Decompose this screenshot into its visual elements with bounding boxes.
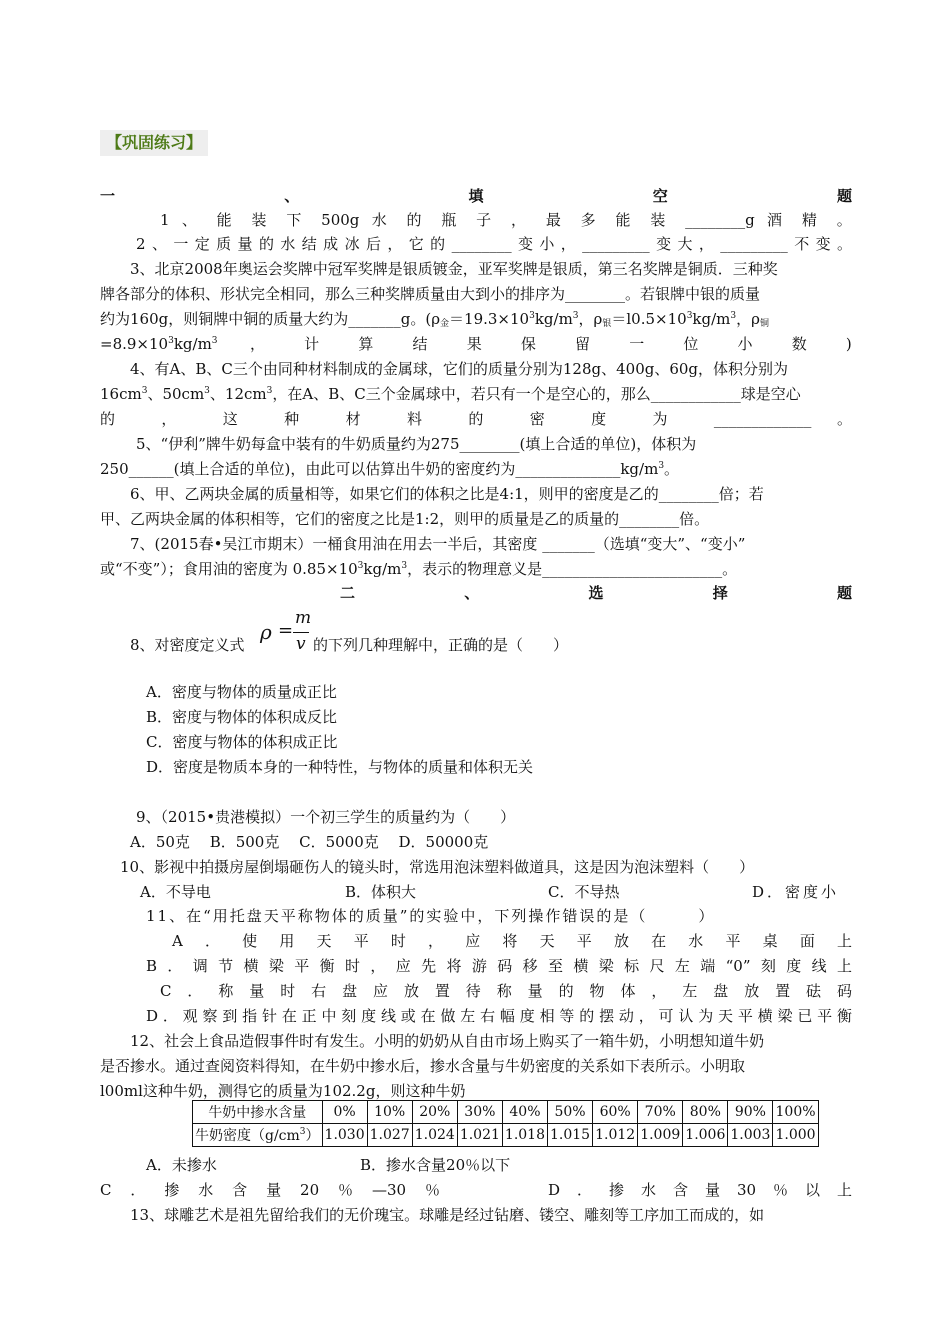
heading-char: 题 bbox=[836, 584, 852, 602]
table-cell: 1.006 bbox=[683, 1124, 728, 1147]
heading-char: 题 bbox=[836, 187, 852, 205]
question-word: 算 bbox=[358, 335, 391, 353]
question-12-line-3: l00ml这种牛奶，测得它的质量为102.2g，则这种牛奶 bbox=[100, 1082, 466, 1100]
table-cell: 90% bbox=[728, 1101, 773, 1124]
question-5-line-2: 250______(填上合适的单位)，由此可以估算出牛奶的密度约为$\_\_\_\_\_\_\_\_\_\_\_\_\_\_kg/m^3$。 bbox=[100, 460, 680, 478]
table-cell: 1.018 bbox=[502, 1124, 547, 1147]
table-cell: 30% bbox=[457, 1101, 502, 1124]
section-heading-choice bbox=[340, 582, 852, 604]
question-word: 料 bbox=[406, 410, 443, 428]
question-7-line-2: 或“不变”）；食用油的密度为 $0.85\times 10^3kg/m^3$，表示的物理意义是________________________。 bbox=[100, 560, 738, 578]
question-8-post: 的下列几种理解中，正确的是（ ） bbox=[313, 636, 569, 654]
question-11-option-b: B．调节横梁平衡时，应先将游码移至横梁标尺左端“0”刻度线上 bbox=[146, 957, 852, 975]
question-word: 留 bbox=[575, 335, 608, 353]
question-7-line-1: 7、(2015春•吴江市期末）一桶食用油在用去一半后，其密度 _______（选填“变大”、“变小” bbox=[130, 535, 746, 553]
question-3-line-1: 3、北京2008年奥运会奖牌中冠军奖牌是银质镀金，亚军奖牌是银质，第三名奖牌是铜质．三种奖 bbox=[130, 260, 778, 278]
table-header-cell: 牛奶密度$(g/cm^3)$ bbox=[193, 1124, 323, 1147]
question-word: 装 bbox=[650, 211, 673, 229]
question-word: ， bbox=[250, 335, 283, 353]
question-10: 10、影视中拍摄房屋倒塌砸伤人的镜头时，常选用泡沫塑料做道具，这是因为泡沫塑料（ ） bbox=[120, 858, 755, 876]
question-word: 的 bbox=[468, 410, 505, 428]
table-cell: 10% bbox=[367, 1101, 412, 1124]
question-12-line-1: 12、社会上食品造假事件时有发生。小明的奶奶从自由市场上购买了一箱牛奶，小明想知道牛奶 bbox=[130, 1032, 765, 1050]
question-12-option-b: B．掺水含量20％以下 bbox=[360, 1156, 511, 1174]
question-word: 计 bbox=[304, 335, 337, 353]
question-word: 、 bbox=[181, 211, 205, 229]
table-cell: 100% bbox=[773, 1101, 818, 1124]
question-8-pre: 8、对密度定义式 bbox=[130, 636, 245, 654]
question-13-line-1: 13、球雕艺术是祖先留给我们的无价瑰宝。球雕是经过钻磨、镂空、雕刻等工序加工而成的，如 bbox=[130, 1206, 765, 1224]
table-cell: 1.012 bbox=[593, 1124, 638, 1147]
table-cell: 0% bbox=[322, 1101, 367, 1124]
table-cell: 70% bbox=[638, 1101, 683, 1124]
section-badge: 【巩固练习】 bbox=[100, 130, 208, 156]
table-cell: 40% bbox=[502, 1101, 547, 1124]
question-word: 精 bbox=[801, 211, 825, 229]
heading-char: 择 bbox=[712, 584, 780, 602]
milk-density-table bbox=[192, 1100, 819, 1147]
question-9: 9、（2015•贵港模拟）一个初三学生的质量约为（ ） bbox=[136, 808, 516, 826]
question-word: 1 bbox=[160, 211, 170, 229]
question-word: 小 bbox=[737, 335, 770, 353]
question-3-line-2: 牌各部分的体积、形状完全相同，那么三种奖牌质量由大到小的排序为________。若银牌中银的质量 bbox=[100, 285, 761, 303]
table-row bbox=[193, 1124, 819, 1147]
question-word: 水 bbox=[371, 211, 395, 229]
question-word: 密 bbox=[529, 410, 566, 428]
question-12-line-2: 是否掺水。通过查阅资料得知，在牛奶中掺水后，掺水含量与牛奶密度的关系如下表所示。小明取 bbox=[100, 1057, 746, 1075]
question-word: ， bbox=[161, 410, 198, 428]
table-cell: 60% bbox=[593, 1101, 638, 1124]
question-4-line-3 bbox=[100, 408, 852, 430]
question-4-line-1: 4、有A、B、C三个由同种材料制成的金属球，它们的质量分别为128g、400g、60g，体积分别为 bbox=[130, 360, 789, 378]
question-12-option-a: A．未掺水 bbox=[146, 1156, 217, 1174]
question-word: 一 bbox=[629, 335, 662, 353]
question-6-line-1: 6、甲、乙两块金属的质量相等，如果它们的体积之比是4:1，则甲的密度是乙的________倍；若 bbox=[130, 485, 764, 503]
heading-char: 空 bbox=[652, 187, 750, 205]
question-word: 能 bbox=[216, 211, 240, 229]
question-word: 种 bbox=[284, 410, 320, 428]
question-word: ________g bbox=[685, 211, 755, 229]
question-word: 酒 bbox=[767, 211, 790, 229]
question-word: 。 bbox=[836, 410, 852, 428]
question-word: 多 bbox=[580, 211, 604, 229]
table-row bbox=[193, 1101, 819, 1124]
question-8-option-c: C．密度与物体的体积成正比 bbox=[146, 733, 338, 751]
table-cell: 1.021 bbox=[457, 1124, 502, 1147]
heading-char: 二 bbox=[340, 584, 407, 602]
table-cell: 50% bbox=[548, 1101, 593, 1124]
question-11-option-c: C．称量时右盘应放置待称量的物体，左盘放置砝码 bbox=[160, 982, 852, 1000]
table-cell: 1.000 bbox=[773, 1124, 818, 1147]
question-word: 的 bbox=[406, 211, 430, 229]
question-word: 位 bbox=[683, 335, 716, 353]
table-cell: 1.009 bbox=[638, 1124, 683, 1147]
question-word: 瓶 bbox=[441, 211, 464, 229]
question-12-option-c: C．掺水含量20％—30％ bbox=[100, 1181, 440, 1199]
question-word: 为 bbox=[652, 410, 689, 428]
question-6-line-2: 甲、乙两块金属的体积相等，它们的密度之比是1:2，则甲的质量是乙的质量的________倍。 bbox=[100, 510, 710, 528]
density-formula: ρ = m v bbox=[260, 608, 312, 654]
heading-char: 、 bbox=[464, 584, 532, 602]
table-cell: 1.024 bbox=[412, 1124, 457, 1147]
heading-char: 选 bbox=[588, 584, 656, 602]
table-header-cell: 牛奶中掺水含量 bbox=[193, 1101, 323, 1124]
question-8-option-d: D．密度是物质本身的一种特性，与物体的质量和体积无关 bbox=[146, 758, 534, 776]
question-11-option-a: A．使用天平时，应将天平放在水平桌面上 bbox=[172, 932, 852, 950]
question-word: 子 bbox=[476, 211, 499, 229]
table-cell: 1.030 bbox=[322, 1124, 367, 1147]
table-cell: 20% bbox=[412, 1101, 457, 1124]
heading-char: 填 bbox=[468, 187, 566, 205]
question-word: 最 bbox=[545, 211, 569, 229]
question-word: 500g bbox=[321, 211, 360, 229]
question-12-option-d: D．掺水含量30％以上 bbox=[548, 1181, 852, 1199]
heading-char: 一 bbox=[100, 187, 197, 205]
question-3-line-3: 约为160g，则铜牌中铜的质量大约为_______g。($\rho_金=19.3\times 10^3kg/m^3$，$\rho_银=l0.5\times 10^3kg/m^3$，$\rho_铜$ bbox=[100, 310, 769, 329]
question-9-options: A．50克 B．500克 C．5000克 D．50000克 bbox=[130, 833, 489, 851]
table-cell: 1.003 bbox=[728, 1124, 773, 1147]
table-cell: 1.027 bbox=[367, 1124, 412, 1147]
question-word: ) bbox=[845, 335, 852, 353]
question-word: 果 bbox=[466, 335, 499, 353]
question-11-option-d: D．观察到指针在正中刻度线或在做左右幅度相等的摆动，可认为天平横梁已平衡 bbox=[146, 1007, 852, 1025]
question-word: 。 bbox=[836, 211, 852, 229]
question-word: 数 bbox=[791, 335, 824, 353]
question-2: 2、一定质量的水结成冰后，它的________变小，_________变大，_________不变。 bbox=[136, 235, 852, 253]
question-word: 这 bbox=[222, 410, 259, 428]
question-5-line-1: 5、“伊利”牌牛奶每盒中装有的牛奶质量约为275________(填上合适的单位)，体积为 bbox=[136, 435, 697, 453]
worksheet-page: 【巩固练习】 一 、 填 空 题 1 、 能 装 下 500g 水 的 瓶 子 ， 最 多 能 装 ________g 酒 精 。 2、一定质量的水结成冰后，它的________变小，_________变大，_________不变。 3、北京2008年奥运会奖牌中冠军奖牌是银质镀金，亚军奖牌是银质，第三名奖牌是铜质．三种奖 牌各部分的体积、形状完全相同，那么三种奖牌质量由大到小的排序为________。若银牌中银的质量 约为160g，则铜牌中铜的质量大约为_______g。($\rho_金=19.3\times 10^3kg/m^3$，$\rho_银=l0.5\times 10^3kg/m^3$，$\rho_铜$ $=8.9\times 10^3kg/m^3$ ， 计 算 结 果 保 留 一 位 小 数 ) 4、有A、B、C三个由同种材料制成的金属球，它们的质量分别为128g、400g、60g，体积分别为 $16cm^3$、$50cm^3$、$12cm^3$，在A、B、C三个金属球中，若只有一个是空心的，那么____________球是空心 的 ， 这 种 材 料 的 密 度 为 _____________ 。 5、“伊利”牌牛奶每盒中装有的牛奶质量约为275________(填上合适的单位)，体积为 250______(填上合适的单位)，由此可以估算出牛奶的密度约为$\_\_\_\_\_\_\_\_\_\_\_\_\_\_kg/m^3$。 6、甲、乙两块金属的质量相等，如果它们的体积之比是4:1，则甲的密度是乙的________倍；若 甲、乙两块金属的体积相等，它们的密度之比是1:2，则甲的质量是乙的质量的________倍。 7、(2015春•吴江市期末）一桶食用油在用去一半后，其密度 _______（选填“变大”、“变小” 或“不变”）；食用油的密度为 $0.85\times 10^3kg/m^3$，表示的物理意义是________________________。 二 、 选 择 题 ρ = m v 8、对密度定义式 的下列几种理解中，正确的是（ ） A．密度与物体的质量成正比 B．密度与物体的体积成反比 C．密度与物体的体积成正比 D．密度是物质本身的一种特性，与物体的质量和体积无关 9、（2015•贵港模拟）一个初三学生的质量约为（ ） A．50克 B．500克 C．5000克 D．50000克 10、影视中拍摄房屋倒塌砸伤人的镜头时，常选用泡沫塑料做道具，这是因为泡沫塑料（ ） A．不导电 B．体积大 C．不导热 D．密度小 11、在“用托盘天平称物体的质量”的实验中，下列操作错误的是（ ） A．使用天平时，应将天平放在水平桌面上 B．调节横梁平衡时，应先将游码移至横梁标尺左端“0”刻度线上 C．称量时右盘应放置待称量的物体，左盘放置砝码 D．观察到指针在正中刻度线或在做左右幅度相等的摆动，可认为天平横梁已平衡 12、社会上食品造假事件时有发生。小明的奶奶从自由市场上购买了一箱牛奶，小明想知道牛奶 是否掺水。通过查阅资料得知，在牛奶中掺水后，掺水含量与牛奶密度的关系如下表所示。小明取 l00ml这种牛奶，测得它的质量为102.2g，则这种牛奶 牛奶中掺水含量 0% 10% 20% 30% 40% 50% 60% 70% 80% 90% 100% 牛奶密度$(g/cm^3)$ 1.030 1.027 1.024 1.021 1.018 1.015 1.012 1.009 1.006 1.003 1.000 A．未掺水 B．掺水含量20％以下 C．掺水含量20％—30％ D．掺水含量30％以上 13、球雕艺术是祖先留给我们的无价瑰宝。球雕是经过钻磨、镂空、雕刻等工序加工而成的，如 bbox=[0, 0, 950, 1344]
heading-char: 、 bbox=[284, 187, 382, 205]
question-word: 下 bbox=[286, 211, 309, 229]
question-8-option-b: B．密度与物体的体积成反比 bbox=[146, 708, 338, 726]
section-heading-fill-blank bbox=[100, 185, 852, 207]
question-word: ， bbox=[511, 211, 534, 229]
question-word: 度 bbox=[591, 410, 627, 428]
question-word: 结 bbox=[412, 335, 445, 353]
question-word: 能 bbox=[615, 211, 639, 229]
question-word: _____________ bbox=[713, 410, 812, 428]
question-word: 材 bbox=[345, 410, 382, 428]
question-8-option-a: A．密度与物体的质量成正比 bbox=[146, 683, 337, 701]
question-4-line-2: $16cm^3$、$50cm^3$、$12cm^3$，在A、B、C三个金属球中，若只有一个是空心的，那么____________球是空心 bbox=[100, 385, 801, 403]
question-11: 11、在“用托盘天平称物体的质量”的实验中，下列操作错误的是（ ） bbox=[146, 907, 716, 925]
question-1 bbox=[160, 209, 852, 231]
table-cell: 80% bbox=[683, 1101, 728, 1124]
question-word: 的 bbox=[100, 410, 136, 428]
table-cell: 1.015 bbox=[548, 1124, 593, 1147]
question-word: 保 bbox=[520, 335, 554, 353]
question-word: 装 bbox=[251, 211, 275, 229]
